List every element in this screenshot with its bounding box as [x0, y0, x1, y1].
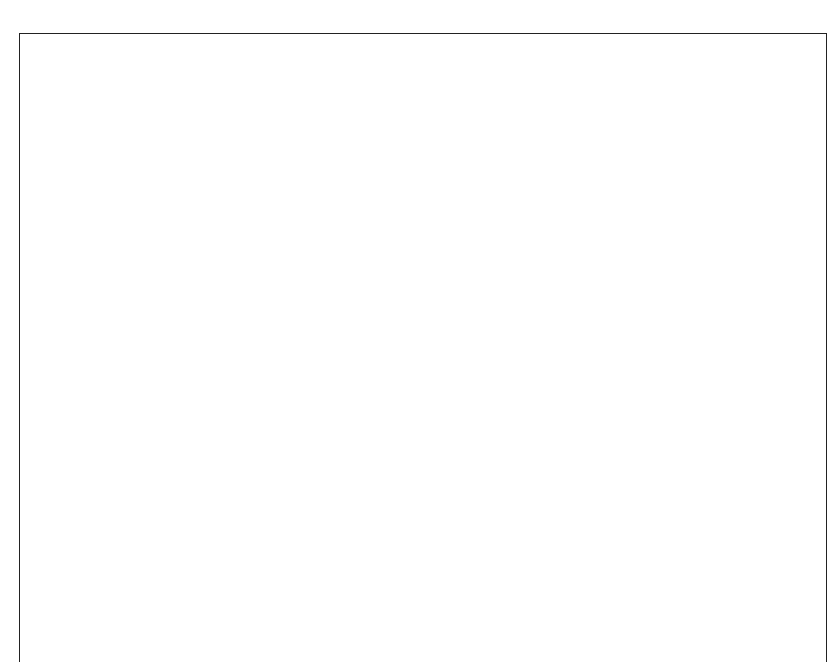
timetable-frame — [19, 33, 827, 662]
